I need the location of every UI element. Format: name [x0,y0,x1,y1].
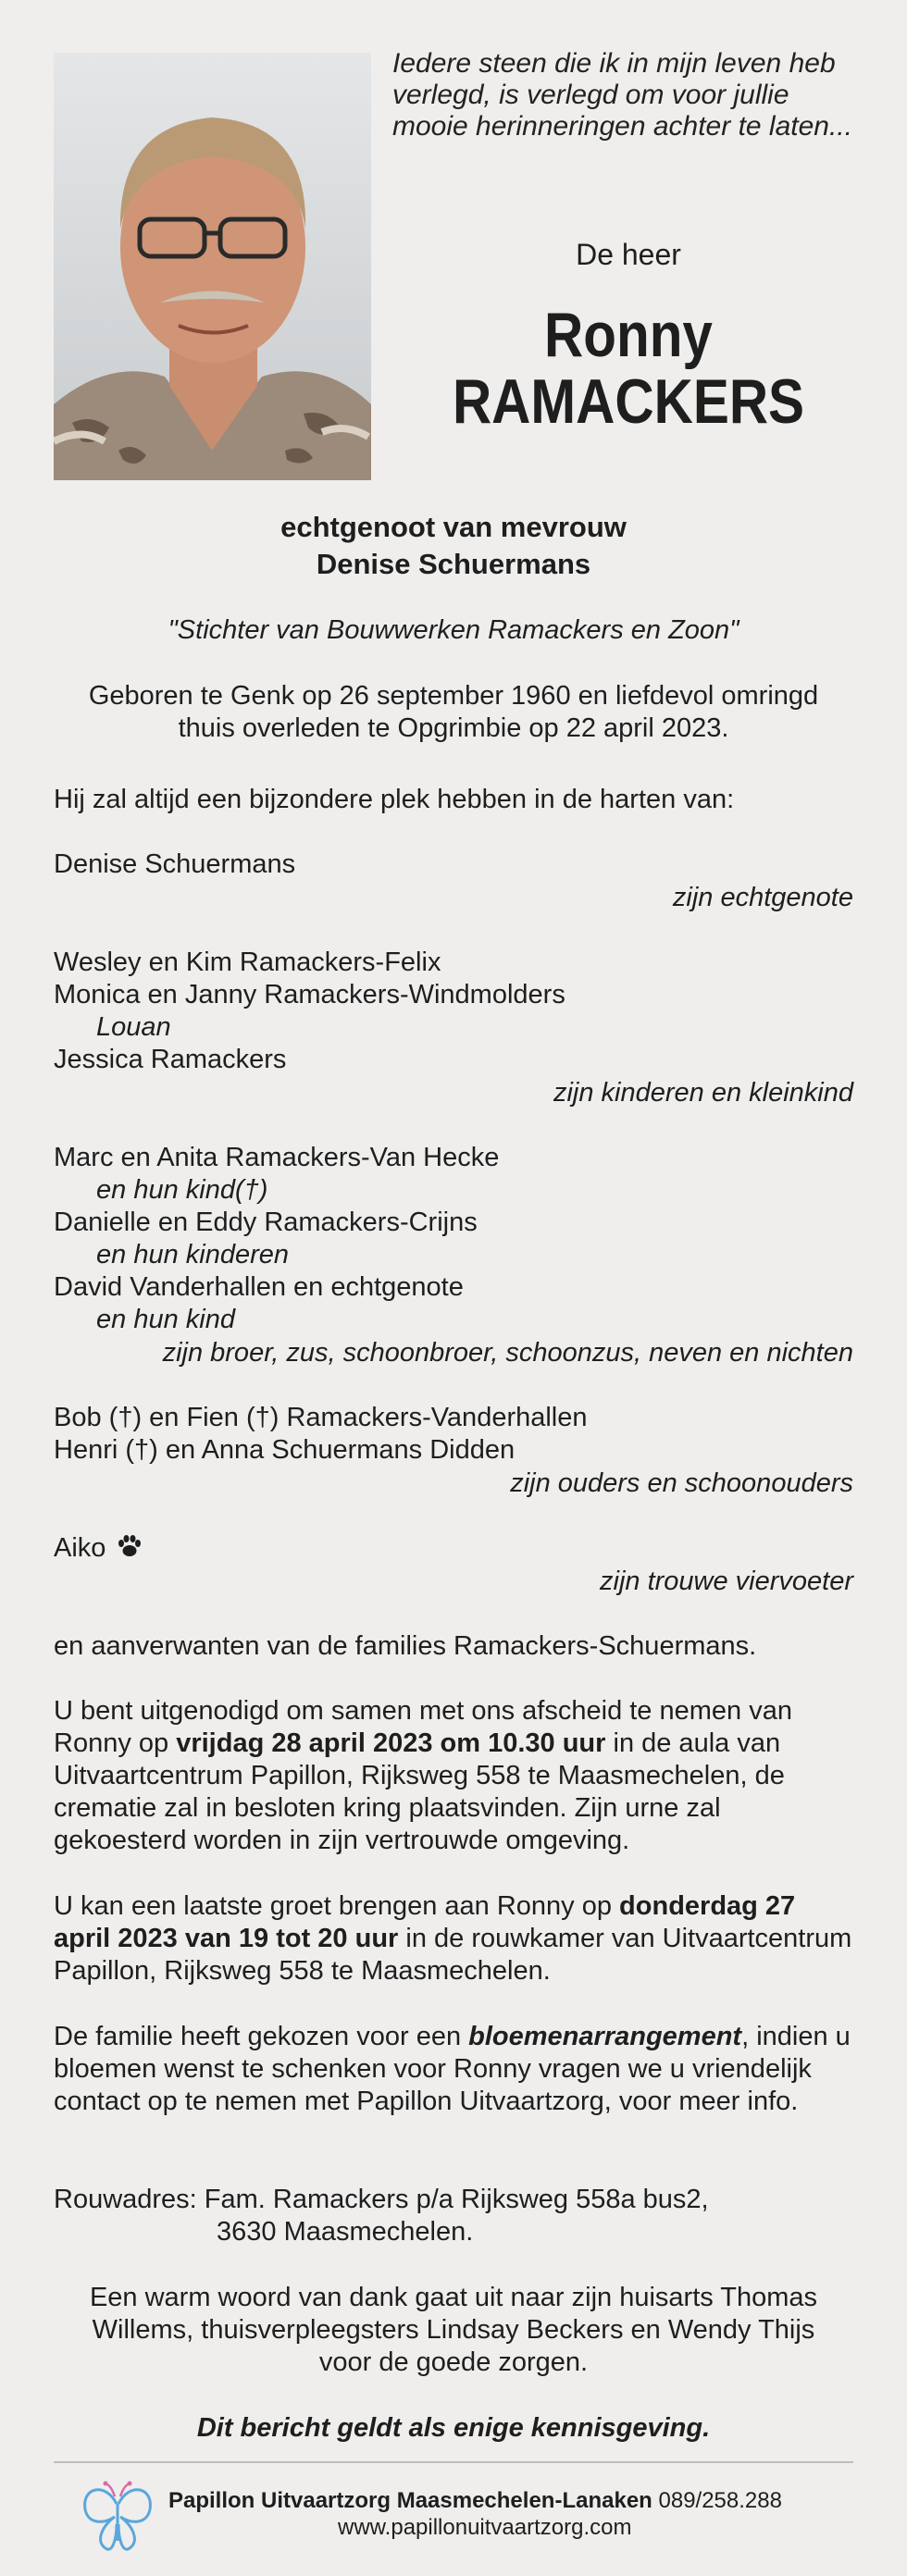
family-line: Marc en Anita Ramackers-Van Hecke [54,1143,500,1172]
greeting-text-1: U kan een laatste groet brengen aan Ronny op [54,1891,620,1921]
family-line: David Vanderhallen en echtgenote [54,1272,464,1302]
flowers-keyword: bloemenarrangement [468,2022,742,2051]
butterfly-icon [78,2476,157,2556]
farewell-date: vrijdag 28 april 2023 om 10.30 uur [176,1728,606,1758]
family-line: Henri (†) en Anna Schuermans Didden [54,1435,516,1465]
family-line: en hun kinderen [96,1240,289,1269]
footer-contact [168,2487,782,2541]
last-name: RAMACKERS [452,366,805,437]
thanks-line-1: Een warm woord van dank gaat uit naar zijn huisarts Thomas [89,2283,818,2312]
born-line-2: thuis overleden te Opgrimbie op 22 april 2023. [178,713,729,743]
greeting-text-2: in de rouwkamer van Uitvaartcentrum Papillon, Rijksweg 558 te Maasmechelen. [54,1924,852,1986]
born-line-1: Geboren te Genk op 26 september 1960 en liefdevol omringd [88,681,819,711]
first-name: Ronny [544,300,713,370]
deceased-name [426,302,832,435]
thanks-line-3: voor de goede zorgen. [318,2347,589,2377]
footer-divider [54,2461,853,2463]
family-line: Wesley en Kim Ramackers-Felix [54,947,441,977]
family-line: Danielle en Eddy Ramackers-Crijns [54,1208,478,1237]
family-role: zijn ouders en schoonouders [510,1468,853,1498]
pet-name: Aiko [54,1533,106,1563]
family-line: en hun kind [96,1305,235,1334]
title-prefix: De heer [576,238,681,271]
greeting-paragraph [54,1890,859,1988]
family-line: Louan [96,1012,171,1042]
greeting-date: donderdag 27 april 2023 van 19 tot 20 uur [54,1891,796,1953]
family-line: Monica en Janny Ramackers-Windmolders [54,980,565,1009]
address-line-2: 3630 Maasmechelen. [217,2217,474,2247]
hearts-intro: Hij zal altijd een bijzondere plek hebben in de harten van: [54,785,735,814]
family-line: Bob (†) en Fien (†) Ramackers-Vanderhallen [54,1403,588,1432]
thanks-line-2: Willems, thuisverpleegsters Lindsay Beckers en Wendy Thijs [92,2315,815,2345]
flowers-paragraph [54,2021,859,2118]
family-role: zijn kinderen en kleinkind [553,1078,853,1108]
founder-quote: "Stichter van Bouwwerken Ramackers en Zoon" [168,615,739,645]
farewell-text-2: in de aula van Uitvaartcentrum Papillon, Rijksweg 558 te Maasmechelen, de crematie zal in besloten kring plaatsvinden. Zijn urne zal gekoesterd worden in zijn vertrouwde omgeving. [54,1728,785,1855]
farewell-text-1: U bent uitgenodigd om samen met ons afscheid te nemen van Ronny op [54,1696,792,1758]
address-line-1: Rouwadres: Fam. Ramackers p/a Rijksweg 558a bus2, [54,2185,709,2214]
family-role: zijn echtgenote [672,883,853,912]
notice-line: Dit bericht geldt als enige kennisgeving. [196,2413,711,2443]
family-line-pet [54,1532,143,1565]
family-role: zijn trouwe viervoeter [600,1567,853,1596]
family-line: Denise Schuermans [54,849,296,879]
footer-website[interactable]: www.papillonuitvaartzorg.com [338,2515,632,2540]
farewell-paragraph [54,1695,859,1857]
footer-company: Papillon Uitvaartzorg Maasmechelen-Lanaken [168,2488,652,2513]
flowers-text-1: De familie heeft gekozen voor een [54,2022,469,2051]
family-line: Jessica Ramackers [54,1045,287,1074]
paw-icon [117,1534,143,1558]
spouse-block [0,509,907,583]
spouse-line-1: echtgenoot van mevrouw [280,511,627,543]
spouse-line-2: Denise Schuermans [316,548,591,580]
family-line: en hun kind(†) [96,1175,268,1205]
opening-quote: Iedere steen die ik in mijn leven heb verlegd, is verlegd om voor jullie mooie herinneringen achter te laten... [392,48,852,142]
flowers-text-2: , indien u bloemen wenst te schenken voor Ronny vragen we u vriendelijk contact op te nemen met Papillon Uitvaartzorg, voor meer info. [54,2022,851,2116]
relatives-line: en aanverwanten van de families Ramackers-Schuermans. [54,1631,757,1661]
footer-phone: 089/258.288 [658,2488,782,2513]
portrait-photo [54,53,371,480]
family-role: zijn broer, zus, schoonbroer, schoonzus, neven en nichten [162,1338,853,1368]
